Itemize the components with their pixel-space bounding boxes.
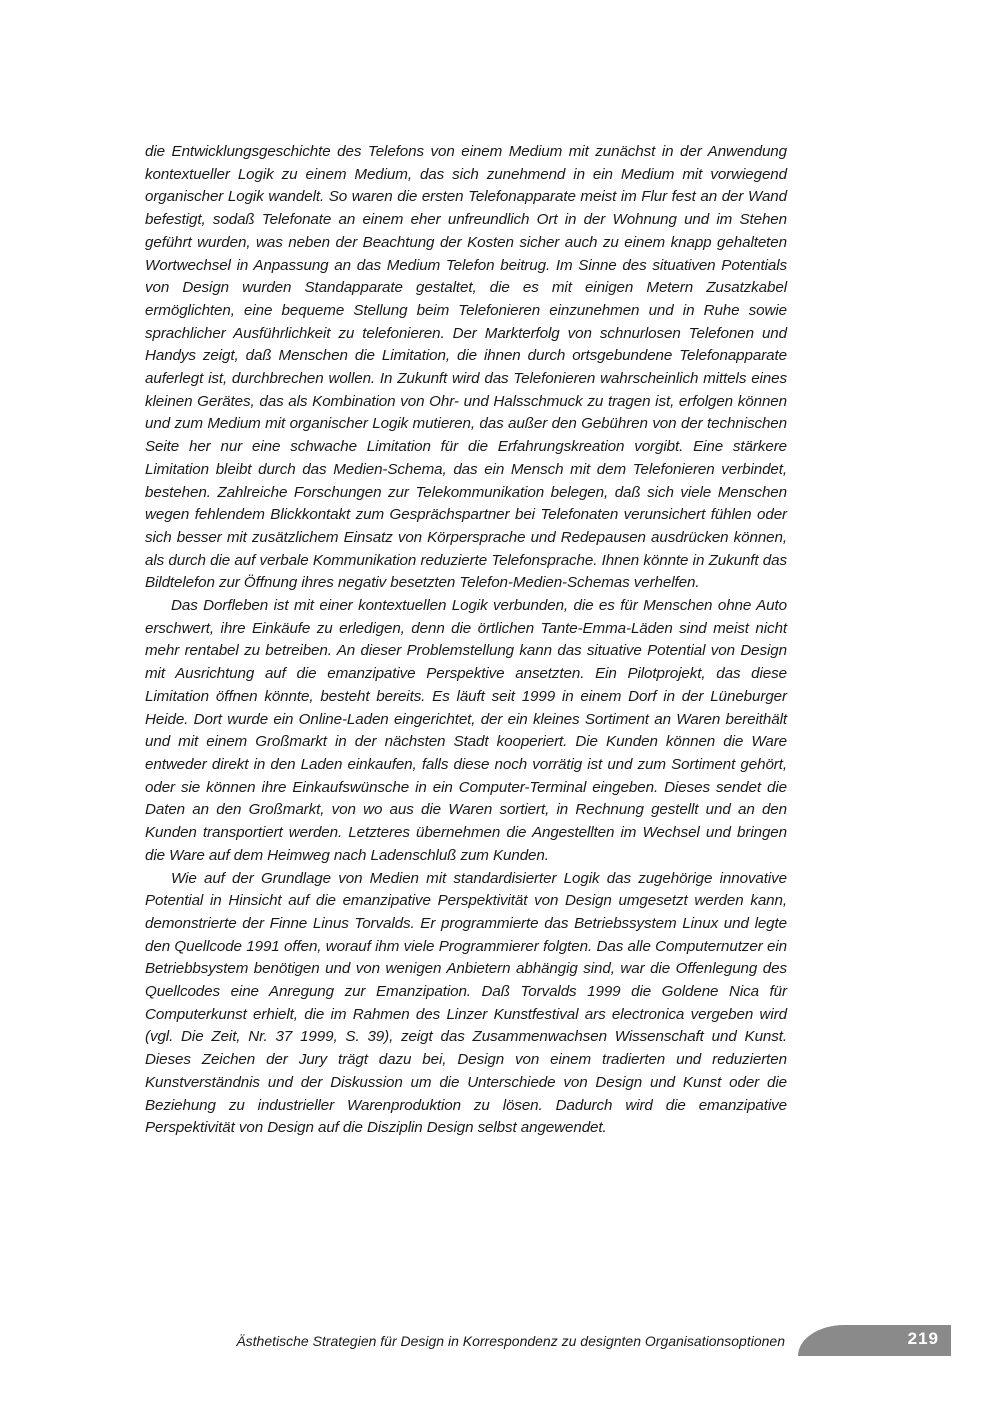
page-number: 219 — [907, 1329, 939, 1348]
running-title: Ästhetische Strategien für Design in Korrespondenz zu designten Organisationsoptionen — [236, 1333, 785, 1349]
page-number-tab — [798, 1325, 951, 1356]
paragraph-3: Wie auf der Grundlage von Medien mit standardisierter Logik das zugehörige innovative Potential in Hinsicht auf die emanzipative Perspektivität von Design umgesetzt werden kann, demonstrierte der Finne Linus Torvalds. Er programmierte das Betriebssystem Linux und legte den Quellcode 1991 offen, worauf ihm viele Programmierer folgten. Das alle Computernutzer ein Betriebbsystem benötigen und von wenigen Anbietern abhängig sind, war die Offenlegung des Quellcodes eine Anregung zur Emanzipation. Daß Torvalds 1999 die Goldene Nica für Computerkunst erhielt, die im Rahmen des Linzer Kunstfestival ars electronica vergeben wird (vgl. Die Zeit, Nr. 37 1999, S. 39), zeigt das Zusammenwachsen Wissenschaft und Kunst. Dieses Zeichen der Jury trägt dazu bei, Design von einem tradierten und reduzierten Kunstverständnis und der Diskussion um die Unterschiede von Design und Kunst oder die Beziehung zu industrieller Warenproduktion zu lösen. Dadurch wird die emanzipative Perspektivität von Design auf die Disziplin Design selbst angewendet. — [145, 869, 787, 1137]
paragraph-2: Das Dorfleben ist mit einer kontextuellen Logik verbunden, die es für Menschen ohne Auto erschwert, ihre Einkäufe zu erledigen, denn die örtlichen Tante-Emma-Läden sind meist nicht mehr rentabel zu betreiben. An dieser Problemstellung kann das situative Potential von Design mit Ausrichtung auf die emanzipative Perspektive ansetzten. Ein Pilotprojekt, das diese Limitation öffnen könnte, besteht bereits. Es läuft seit 1999 in einem Dorf in der Lüneburger Heide. Dort wurde ein Online-Laden eingerichtet, der ein kleines Sortiment an Waren bereithält und mit einem Großmarkt in der nächsten Stadt kooperiert. Die Kunden können die Ware entweder direkt in den Laden einkaufen, falls diese noch vorrätig ist und zum Sortiment gehört, oder sie können ihre Einkaufswünsche in ein Computer-Terminal eingeben. Dieses sendet die Daten an den Großmarkt, von wo aus die Waren sortiert, in Rechnung gestellt und an den Kunden transportiert werden. Letzteres übernehmen die Angestellten im Wechsel und bringen die Ware auf dem Heimweg nach Ladenschluß zum Kunden. — [145, 597, 787, 864]
body-text — [145, 141, 787, 1140]
paragraph-1: die Entwicklungsgeschichte des Telefons von einem Medium mit zunächst in der Anwendung kontextueller Logik zu einem Medium, das sich zunehmend in ein Medium mit vorwiegend organischer Logik wandelt. So waren die ersten Telefonapparate meist im Flur fest an der Wand befestigt, sodaß Telefonate an einem eher unfreundlich Ort in der Wohnung und im Stehen geführt wurden, was neben der Beachtung der Kosten sicher auch zu einem knapp gehalteten Wortwechsel in Anpassung an das Medium Telefon beitrug. Im Sinne des situativen Potentials von Design wurden Standapparate gestaltet, die es mit einigen Metern Zusatzkabel ermöglichten, eine bequeme Stellung beim Telefonieren einzunehmen und in Ruhe sowie sprachlicher Ausführlichkeit zu telefonieren. Der Markterfolg von schnurlosen Telefonen und Handys zeigt, daß Menschen die Limitation, die ihnen durch ortsgebundene Telefonapparate auferlegt ist, durchbrechen wollen. In Zukunft wird das Telefonieren wahrscheinlich mittels eines kleinen Gerätes, das als Kombination von Ohr- und Halsschmuck zu tragen ist, erfolgen können und zum Medium mit organischer Logik mutieren, das außer den Gebühren von der technischen Seite her nur eine schwache Limitation für die Erfahrungskreation vorgibt. Eine stärkere Limitation bleibt durch das Medien-Schema, das ein Mensch mit dem Telefonieren verbindet, bestehen. Zahlreiche Forschungen zur Telekommunikation belegen, daß sich viele Menschen wegen fehlendem Blickkontakt zum Gesprächspartner bei Telefonaten verunsichert fühlen oder sich besser mit zusätzlichem Einsatz von Körpersprache und Redepausen ausdrücken können, als durch die auf verbale Kommunikation reduzierte Telefonsprache. Ihnen könnte in Zukunft das Bildtelefon zur Öffnung ihres negativ besetzten Telefon-Medien-Schemas verhelfen. — [145, 143, 787, 592]
page-footer — [0, 1325, 1000, 1357]
